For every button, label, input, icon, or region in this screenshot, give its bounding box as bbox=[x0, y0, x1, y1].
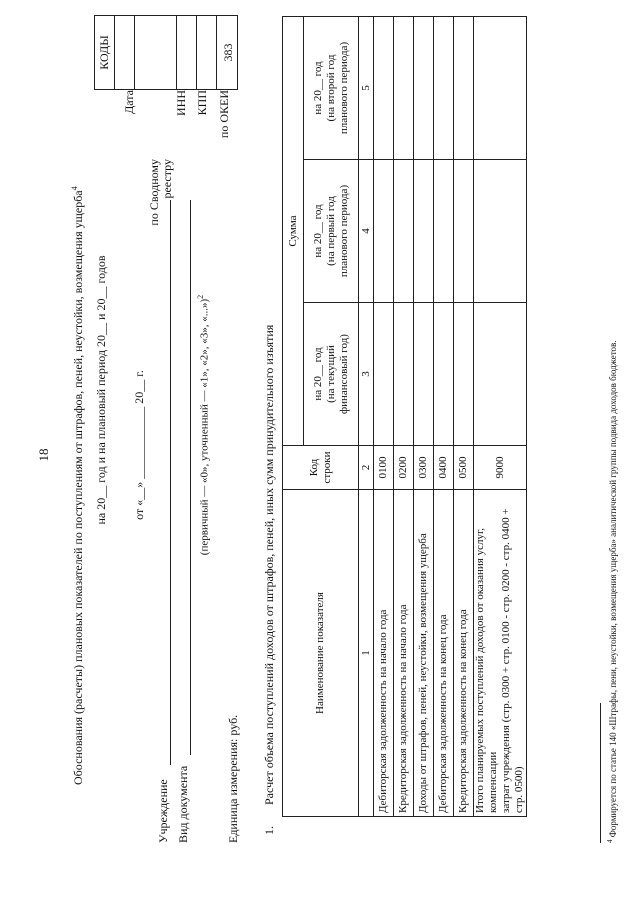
codes-box bbox=[94, 15, 238, 90]
header-year-current-l2: (на текущий bbox=[324, 345, 337, 403]
row-cell[interactable] bbox=[434, 17, 454, 160]
col-number-2: 2 bbox=[359, 446, 374, 490]
row-code: 0100 bbox=[374, 446, 394, 490]
footnote-mark: 4 bbox=[606, 839, 614, 843]
code-label-registry: по Сводному реестру bbox=[147, 159, 174, 226]
unit-label: Единица измерения: руб. bbox=[226, 714, 240, 843]
row-cell[interactable] bbox=[414, 160, 434, 303]
table-row bbox=[454, 17, 474, 817]
col-number-3: 3 bbox=[359, 303, 374, 446]
code-value-date[interactable] bbox=[115, 16, 135, 89]
row-name: Кредиторская задолженность на конец года bbox=[454, 490, 474, 817]
row-cell[interactable] bbox=[454, 303, 474, 446]
total-name bbox=[474, 490, 527, 817]
header-sum: Сумма bbox=[283, 17, 304, 446]
row-code: 0500 bbox=[454, 446, 474, 490]
table-row bbox=[414, 17, 434, 817]
code-label-kpp: КПП bbox=[195, 90, 209, 116]
header-year-first bbox=[304, 160, 359, 303]
doc-type-hint-mark: 2 bbox=[196, 294, 205, 299]
header-year-first-l2: (на первый год bbox=[324, 196, 337, 266]
col-number-4: 4 bbox=[359, 160, 374, 303]
title-line1: Обоснования (расчеты) плановых показателей по поступлениям от штрафов, пеней, неустойки, возмещения ущерба bbox=[71, 190, 85, 785]
row-cell[interactable] bbox=[374, 17, 394, 160]
code-value-inn[interactable] bbox=[177, 16, 197, 89]
total-name-l2: затрат учреждения (стр. 0300 + стр. 0100 - стр. 0200 - стр. 0400 + стр. 0500) bbox=[500, 508, 525, 813]
institution-label: Учреждение bbox=[156, 779, 170, 843]
title-period: на 20__ год и на плановый период 20__ и 20__ годов bbox=[94, 255, 108, 525]
total-name-l1: Итого планируемых поступлений доходов от оказания услуг, компенсации bbox=[474, 528, 499, 813]
row-cell[interactable] bbox=[374, 160, 394, 303]
header-year-current bbox=[304, 303, 359, 446]
document-title bbox=[70, 186, 86, 785]
header-year-second-l2: (на второй год bbox=[324, 54, 337, 122]
code-value-okei[interactable]: 383 bbox=[220, 43, 235, 62]
row-cell[interactable] bbox=[454, 17, 474, 160]
header-name: Наименование показателя bbox=[283, 490, 359, 817]
header-year-second-l1: на 20__ год bbox=[311, 61, 324, 115]
header-year-first-l3: планового периода) bbox=[337, 184, 350, 278]
code-label-inn: ИНН bbox=[174, 90, 188, 116]
section-number: 1. bbox=[262, 826, 276, 835]
row-cell[interactable] bbox=[434, 160, 454, 303]
row-cell[interactable] bbox=[454, 160, 474, 303]
row-cell[interactable] bbox=[394, 17, 414, 160]
section-title: Расчет объема поступлений доходов от штрафов, пеней, иных сумм принудительного изъятия bbox=[262, 324, 276, 805]
code-value-kpp[interactable] bbox=[197, 16, 217, 89]
row-cell[interactable] bbox=[394, 160, 414, 303]
total-code: 9000 bbox=[474, 446, 527, 490]
doc-type-label: Вид документа bbox=[176, 765, 190, 843]
header-year-first-l1: на 20__ год bbox=[311, 204, 324, 258]
row-cell[interactable] bbox=[374, 303, 394, 446]
footnote bbox=[606, 340, 618, 843]
row-code: 0200 bbox=[394, 446, 414, 490]
title-footnote-mark: 4 bbox=[70, 186, 79, 191]
page-number: 18 bbox=[36, 448, 51, 462]
col-number-5: 5 bbox=[359, 17, 374, 160]
footnote-separator bbox=[600, 703, 601, 843]
row-name: Доходы от штрафов, пеней, неустойки, возмещения ущерба bbox=[414, 490, 434, 817]
row-cell[interactable] bbox=[474, 160, 527, 303]
section-heading bbox=[262, 325, 277, 835]
doc-type-hint-text: (первичный — «0», уточненный — «1», «2», «3», «...») bbox=[198, 298, 211, 556]
row-cell[interactable] bbox=[414, 303, 434, 446]
row-cell[interactable] bbox=[414, 17, 434, 160]
header-year-second-l3: планового периода) bbox=[337, 41, 350, 135]
header-year-current-l1: на 20__ год bbox=[311, 347, 324, 401]
code-label-okei: по ОКЕИ bbox=[217, 90, 231, 139]
header-year-second bbox=[304, 17, 359, 160]
row-cell[interactable] bbox=[434, 303, 454, 446]
table-row bbox=[434, 17, 454, 817]
row-name: Кредиторская задолженность на начало года bbox=[394, 490, 414, 817]
table-row bbox=[394, 17, 414, 817]
income-table bbox=[282, 16, 527, 817]
doc-type-line[interactable] bbox=[190, 200, 191, 755]
row-name: Дебиторская задолженность на конец года bbox=[434, 490, 454, 817]
table-row-total bbox=[474, 17, 527, 817]
footnote-text: Формируется по статье 140 «Штрафы, пени, неустойки, возмещения ущерба» аналитической группы подвида доходов бюджетов. bbox=[608, 340, 618, 838]
row-code: 0400 bbox=[434, 446, 454, 490]
row-name: Дебиторская задолженность на начало года bbox=[374, 490, 394, 817]
doc-type-hint bbox=[196, 205, 211, 645]
row-cell[interactable] bbox=[394, 303, 414, 446]
code-value-registry[interactable] bbox=[135, 16, 177, 89]
row-cell[interactable] bbox=[474, 17, 527, 160]
date-line: от «__» ____________ 20__ г. bbox=[132, 370, 146, 520]
codes-header: КОДЫ bbox=[95, 16, 115, 89]
row-code: 0300 bbox=[414, 446, 434, 490]
code-label-date: Дата bbox=[122, 90, 136, 114]
header-year-current-l3: финансовый год) bbox=[337, 334, 350, 414]
col-number-1: 1 bbox=[359, 490, 374, 817]
institution-line[interactable] bbox=[170, 200, 171, 765]
table-row bbox=[374, 17, 394, 817]
header-code: Код строки bbox=[283, 446, 359, 490]
row-cell[interactable] bbox=[474, 303, 527, 446]
